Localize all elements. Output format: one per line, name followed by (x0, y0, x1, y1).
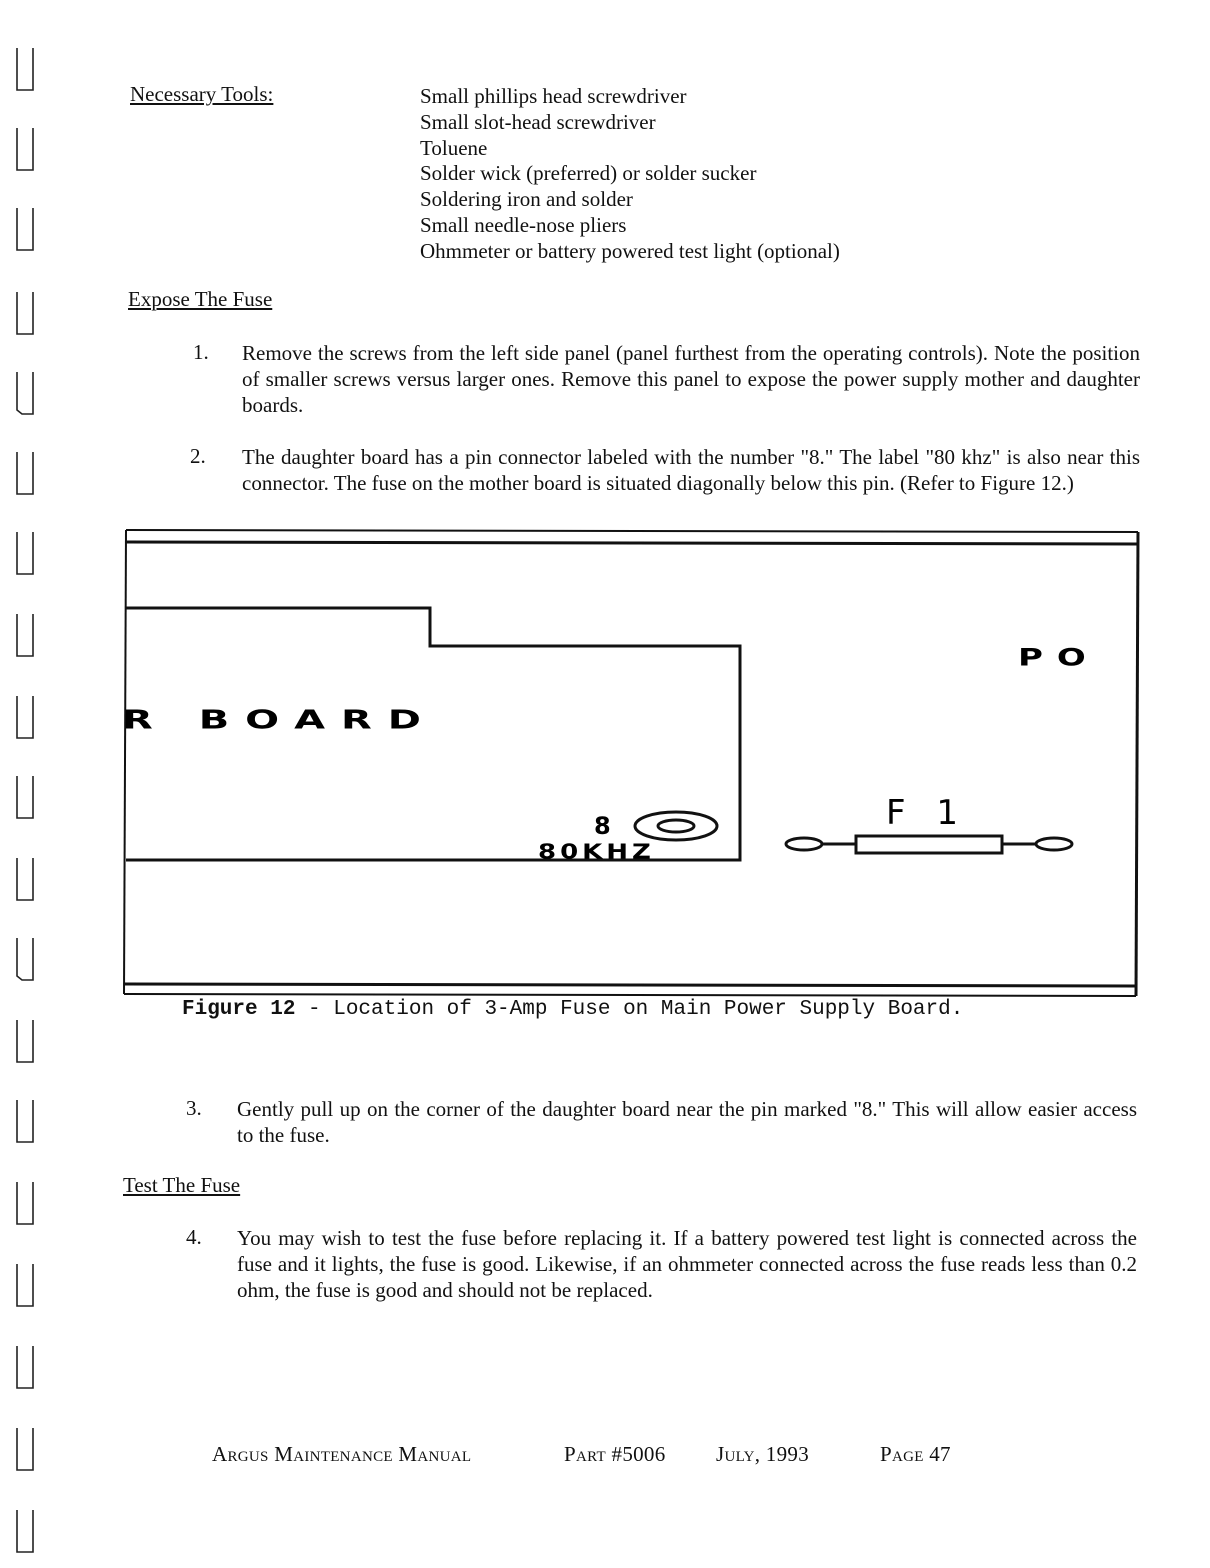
fuse-location-diagram (120, 524, 1142, 1000)
frame-line (126, 542, 1138, 544)
binder-hole (14, 612, 36, 660)
binder-hole (14, 774, 36, 822)
frame-line (124, 994, 1136, 996)
binder-hole (14, 1262, 36, 1310)
caption-prefix: Figure 12 (182, 998, 296, 1021)
step-number: 4. (186, 1225, 202, 1249)
binder-hole (14, 694, 36, 742)
footer-part: Part #5006 (564, 1442, 666, 1466)
figure-12 (120, 524, 1142, 1000)
footer-page: Page 47 (880, 1442, 951, 1466)
binder-hole (14, 450, 36, 498)
binder-hole (14, 1018, 36, 1066)
binder-hole (14, 126, 36, 174)
caption-text: - Location of 3-Amp Fuse on Main Power Supply Board. (295, 998, 964, 1021)
frame-line (1136, 532, 1138, 996)
binder-hole (14, 1426, 36, 1474)
frame-line (126, 530, 1138, 532)
binder-hole (14, 1508, 36, 1556)
freq-label: 80KHZ (538, 838, 655, 864)
fuse-lead-right (1036, 838, 1072, 850)
step-text: You may wish to test the fuse before replacing it. If a battery powered test light is connected across the fuse and it lights, the fuse is good. Likewise, if an ohmmeter connected across the fuse reads less than 0.2 ohm, the fuse is good and should not be replaced. (237, 1226, 1137, 1302)
power-label: PO (1018, 643, 1100, 672)
binder-hole (14, 530, 36, 578)
step-number: 3. (186, 1096, 202, 1120)
tool-item: Toluene (420, 135, 488, 160)
step-text: Remove the screws from the left side panel (panel furthest from the operating controls). Note the position of smaller screws versus larger ones. Remove this panel to expose the power supply mother and daughter boards. (242, 341, 1140, 417)
tool-item: Small phillips head screwdriver (420, 84, 687, 108)
section-heading-test: Test The Fuse (123, 1173, 241, 1197)
fuse-lead-left (786, 838, 822, 850)
footer-manual: Argus Maintenance Manual (212, 1442, 472, 1466)
footer-date: July, 1993 (716, 1442, 809, 1466)
fuse-label: F 1 (886, 793, 968, 833)
step-text: The daughter board has a pin connector labeled with the number "8." The label "80 khz" is also near this connector. The fuse on the mother board is situated diagonally below this pin. (Refer to Figure 12.) (242, 445, 1140, 495)
binder-hole (14, 1098, 36, 1146)
binder-hole (14, 370, 36, 418)
binder-hole (14, 936, 36, 984)
pin-connector-inner (658, 820, 694, 832)
tool-item: Small slot-head screwdriver (420, 109, 656, 134)
binder-hole (14, 46, 36, 94)
pin-connector (635, 812, 717, 840)
section-heading-expose: Expose The Fuse (128, 287, 273, 311)
tool-item: Small needle-nose pliers (420, 212, 627, 237)
binder-hole (14, 1180, 36, 1228)
pin-label: 8 (594, 812, 611, 840)
tool-item: Soldering iron and solder (420, 187, 633, 212)
frame-line (124, 984, 1136, 986)
figure-caption (182, 998, 963, 1021)
step-text: Gently pull up on the corner of the daughter board near the pin marked "8." This will allow easier access to the fuse. (237, 1097, 1137, 1147)
tool-item: Solder wick (preferred) or solder sucker (420, 161, 757, 186)
binder-hole (14, 856, 36, 904)
tool-item: Ohmmeter or battery powered test light (optional) (420, 238, 840, 263)
binder-hole (14, 1344, 36, 1392)
fuse-body (856, 836, 1002, 853)
binder-hole (14, 290, 36, 338)
binder-hole (14, 206, 36, 254)
board-label: R BOARD (122, 704, 438, 735)
frame-line (124, 530, 126, 994)
tools-heading: Necessary Tools: (130, 82, 274, 106)
step-number: 2. (190, 444, 206, 468)
step-number: 1. (193, 340, 209, 364)
tools-list (420, 84, 840, 265)
